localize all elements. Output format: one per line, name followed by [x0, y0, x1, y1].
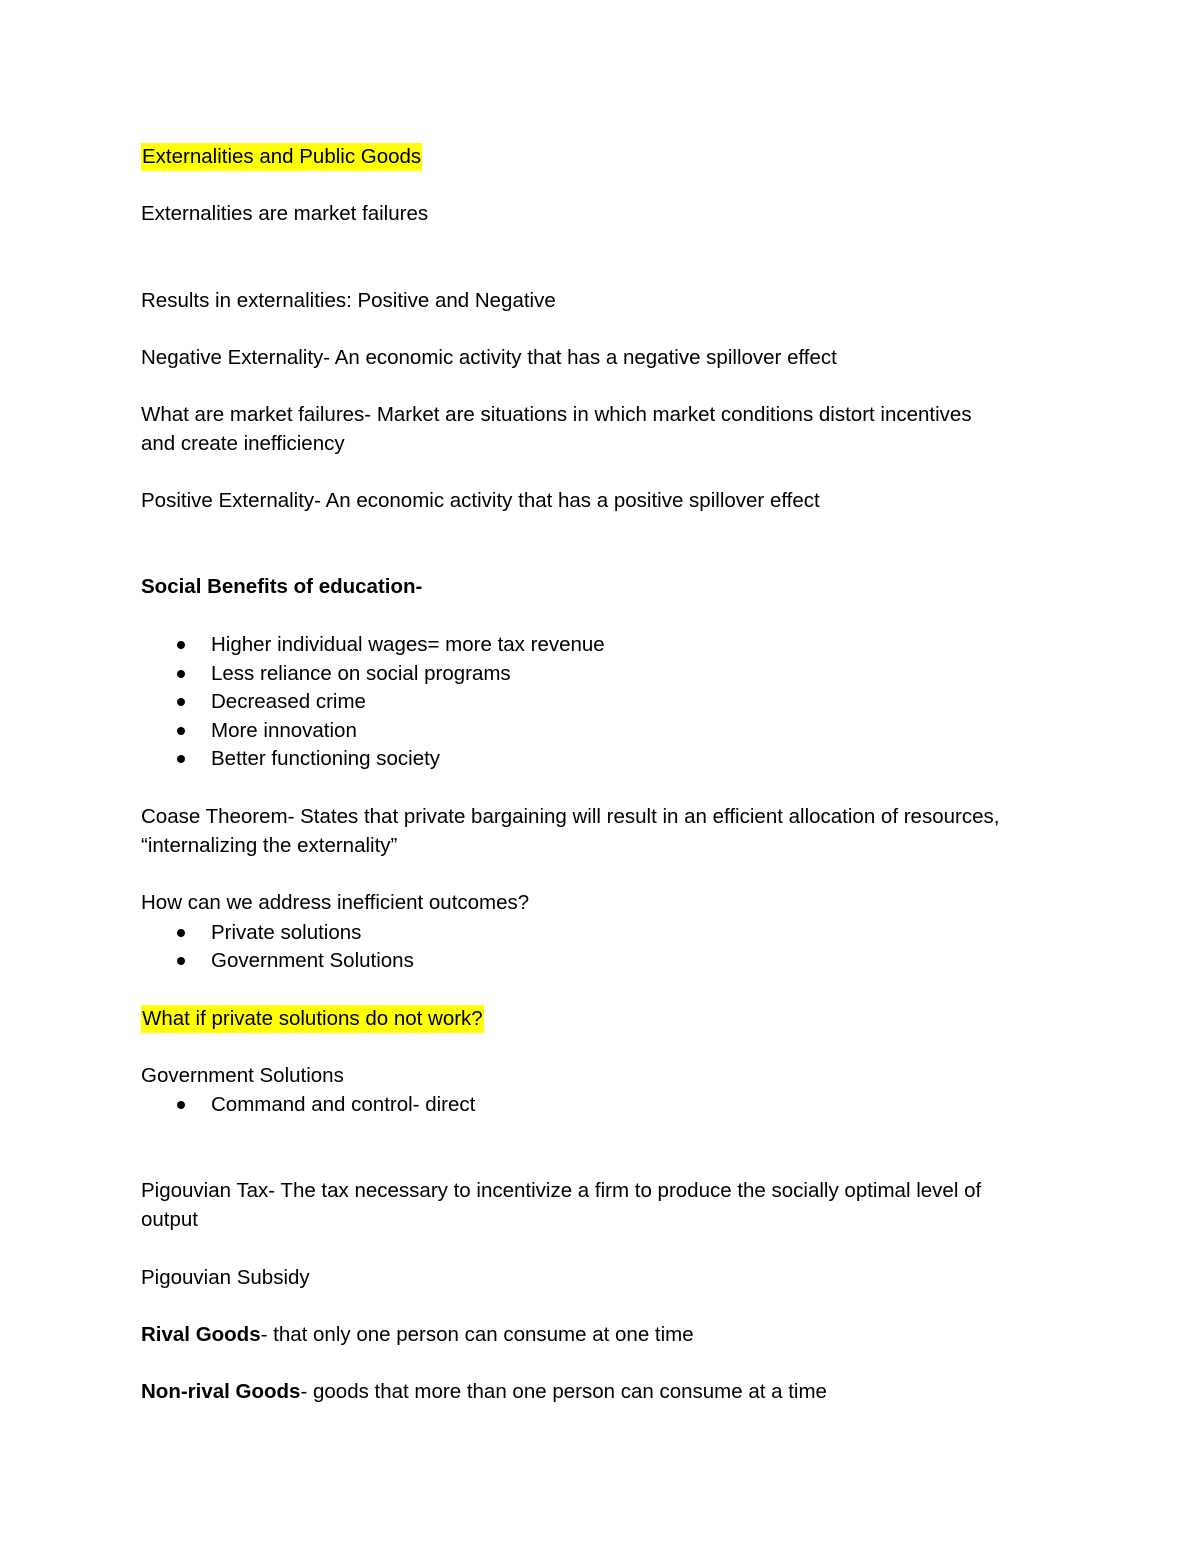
paragraph-externalities: Externalities are market failures [141, 202, 429, 225]
paragraph-rival-goods: Rival Goods- that only one person can consume at one time [141, 1323, 694, 1346]
paragraph-non-rival-goods: Non-rival Goods- goods that more than one person can consume at a time [141, 1380, 827, 1403]
paragraph-coase-1: Coase Theorem- States that private bargaining will result in an efficient allocation of resources, [141, 805, 1000, 828]
paragraph-market-failures-1: What are market failures- Market are situations in which market conditions distort incentives [141, 403, 972, 426]
bullet-icon [177, 698, 185, 706]
paragraph-positive-externality: Positive Externality- An economic activity that has a positive spillover effect [141, 489, 820, 512]
bullet-icon [177, 929, 185, 937]
paragraph-address-question: How can we address inefficient outcomes? [141, 891, 530, 914]
government-solutions-heading: Government Solutions [141, 1064, 344, 1087]
paragraph-results: Results in externalities: Positive and Negative [141, 289, 556, 312]
bullet-icon [177, 641, 185, 649]
bullet-icon [177, 670, 185, 678]
paragraph-pigouvian-subsidy: Pigouvian Subsidy [141, 1266, 310, 1289]
document-title: Externalities and Public Goods [141, 142, 1061, 171]
paragraph-coase-2: “internalizing the externality” [141, 834, 398, 857]
private-solutions-question: What if private solutions do not work? [141, 1004, 1061, 1033]
bullet-icon [177, 755, 185, 763]
paragraph-pigouvian-tax-2: output [141, 1208, 198, 1231]
document-page: Externalities and Public Goods Externalities are market failures Results in externalities: Positive and Negative Negative Externality- An economic activity that has a negative spillover effect What are market failures- Market are situations in which market conditions distort incentives and create inefficiency Positive Externality- An economic activity that has a positive spillover effect Social Benefits of education- Higher individual wages= more tax revenue Less reliance on social programs Decreased crime More innovation Better functioning society Coase Theorem- States that private bargaining will result in an efficient allocation of resources, “internalizing the externality” How can we address inefficient outcomes? Private solutions Government Solutions What if private solutions do not work? Government Solutions Command and control- direct Pigouvian Tax- The tax necessary to incentivize a firm to produce the socially optimal level of output Pigouvian Subsidy Rival Goods- that only one person can consume at one time Non-rival Goods- goods that more than one person can consume at a time [0, 0, 1200, 1553]
bullet-icon [177, 727, 185, 735]
paragraph-market-failures-2: and create inefficiency [141, 432, 345, 455]
bullet-icon [177, 957, 185, 965]
bullet-icon [177, 1101, 185, 1109]
paragraph-negative-externality: Negative Externality- An economic activity that has a negative spillover effect [141, 346, 837, 369]
paragraph-pigouvian-tax-1: Pigouvian Tax- The tax necessary to incentivize a firm to produce the socially optimal level of [141, 1179, 982, 1202]
social-benefits-heading: Social Benefits of education- [141, 575, 423, 598]
